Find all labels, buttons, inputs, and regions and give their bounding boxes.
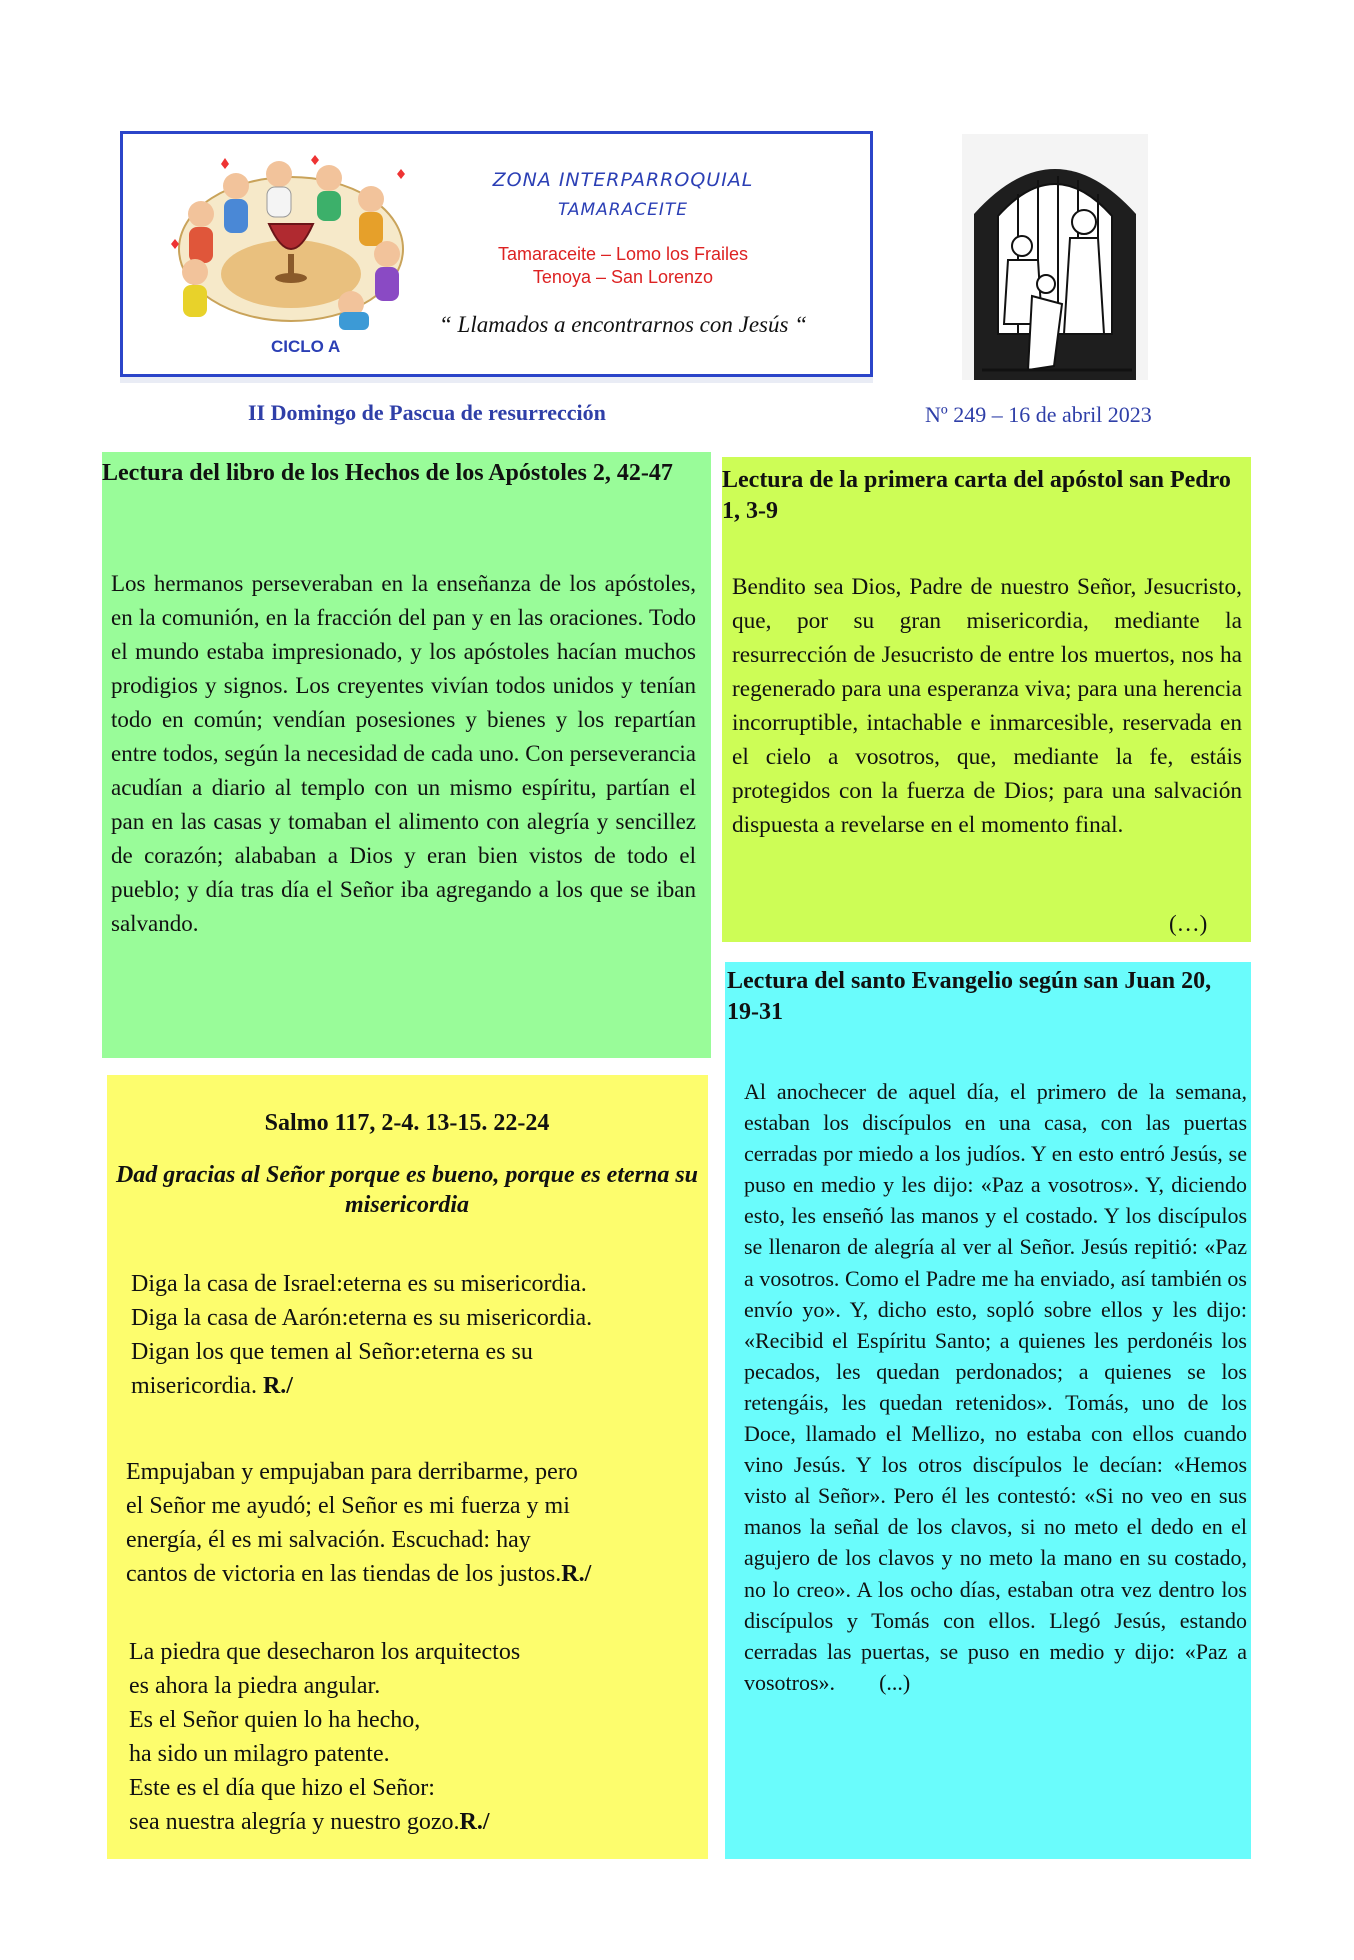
psalm-line: Este es el día que hizo el Señor: [129, 1775, 435, 1801]
reading-juan-gap [835, 1670, 879, 1695]
sunday-title: II Domingo de Pascua de resurrección [248, 400, 606, 425]
parishes-line-1: Tamaraceite – Lomo los Frailes [497, 244, 749, 264]
psalm-line: Diga la casa de Aarón:eterna es su misericordia. [131, 1305, 593, 1331]
psalm-line: ha sido un milagro patente. [129, 1741, 390, 1767]
parishes-line-2: Tenoya – San Lorenzo [532, 267, 714, 287]
response-mark: R./ [459, 1809, 490, 1835]
zona-title: ZONA INTERPARROQUIAL [492, 169, 754, 191]
reading-juan-body: Al anochecer de aquel día, el primero de la semana, estaban los discípulos en una casa, con las puertas cerradas por miedo a los judíos. Y en esto entró Jesús, se puso en medio y les dijo: «Paz a vosotros». Y, diciendo esto, les enseñó las manos y el costado. Y los discípulos se llenaron de alegría al ver al Señor. Jesús repitió: «Paz a vosotros. Como el Padre me ha enviado, así también os envío yo». Y, dicho esto, sopló sobre ellos y les dijo: «Recibid el Espíritu Santo; a quienes les perdonéis los pecados, les quedan perdonados; a quienes se los retengáis, les quedan retenidos». Tomás, uno de los Doce, llamado el Mellizo, no estaba con ellos cuando vino Jesús. Y los otros discípulos le decían: «Hemos visto al Señor». Pero él les contestó: «Si no veo en sus manos la señal de los clavos, si no meto el dedo en el agujero de los clavos y no meto la mano en su costado, no lo creo». A los ocho días, estaban otra vez dentro los discípulos y Tomás con ellos. Llegó Jesús, estando cerradas las puertas, se puso en medio y dijo: «Paz a vosotros». [744, 1079, 1247, 1695]
psalm-line: energía, él es mi salvación. Escuchad: hay [126, 1527, 531, 1553]
ciclo-label: CICLO A [271, 337, 341, 356]
issue-number-date: Nº 249 – 16 de abril 2023 [925, 402, 1152, 427]
psalm-line-text: sea nuestra alegría y nuestro gozo. [129, 1809, 460, 1835]
response-mark: R./ [561, 1561, 592, 1587]
reading-juan-title: Lectura del santo Evangelio según san Juan 20, 19-31 [727, 968, 1212, 1025]
psalm-stanza-2 [126, 1455, 591, 1591]
psalm-line: Es el Señor quien lo ha hecho, [129, 1707, 421, 1733]
psalm-line: el Señor me ayudó; el Señor es mi fuerza y mi [126, 1493, 570, 1519]
reading-hechos [102, 452, 711, 1058]
reading-juan-ellipsis: (...) [879, 1669, 911, 1695]
reading-pedro-text: Bendito sea Dios, Padre de nuestro Señor, Jesucristo, que, por su gran misericordia, mediante la resurrección de Jesucristo de entre los muertos, nos ha regenerado para una esperanza viva; para una herencia incorruptible, intachable e inmarcesible, reservada en el cielo a vosotros, que, mediante la fe, estáis protegidos con la fuerza de Dios; para una salvación dispuesta a revelarse en el momento final. [732, 574, 1242, 838]
risen-christ-illustration [962, 134, 1148, 380]
reading-hechos-text: Los hermanos perseveraban en la enseñanza de los apóstoles, en la comunión, en la fracción del pan y en las oraciones. Todo el mundo estaba impresionado, y los apóstoles hacían muchos prodigios y signos. Los creyentes vivían todos unidos y tenían todo en común; vendían posesiones y bienes y los repartían entre todos, según la necesidad de cada uno. Con perseverancia acudían a diario al templo con un mismo espíritu, partían el pan en las casas y tomaban el alimento con alegría y sencillez de corazón; alababan a Dios y eran bien vistos de todo el pueblo; y día tras día el Señor iba agregando a los que se iban salvando. [111, 571, 696, 936]
psalm-line-text: cantos de victoria en las tiendas de los justos. [126, 1561, 562, 1587]
psalm [107, 1075, 708, 1859]
header-banner [120, 131, 873, 377]
reading-pedro-title: Lectura de la primera carta del apóstol san Pedro 1, 3-9 [722, 467, 1231, 524]
community-illustration [161, 154, 421, 334]
psalm-line [131, 1369, 592, 1403]
reading-pedro [722, 457, 1251, 942]
psalm-line [126, 1557, 591, 1591]
psalm-line: es ahora la piedra angular. [129, 1673, 381, 1699]
psalm-line: Diga la casa de Israel:eterna es su misericordia. [131, 1271, 587, 1297]
psalm-response: Dad gracias al Señor porque es bueno, porque es eterna su misericordia [115, 1162, 699, 1218]
response-mark: R./ [262, 1373, 293, 1399]
psalm-line: La piedra que desecharon los arquitectos [129, 1639, 521, 1665]
psalm-stanza-3 [129, 1635, 520, 1839]
psalm-line-text: misericordia. [131, 1373, 257, 1399]
zona-subtitle: TAMARACEITE [558, 200, 688, 220]
reading-hechos-title: Lectura del libro de los Hechos de los Apóstoles 2, 42-47 [102, 460, 673, 486]
reading-pedro-ellipsis: (…) [1169, 911, 1208, 936]
reading-juan-text [744, 1076, 1247, 1698]
psalm-stanza-1 [131, 1267, 592, 1403]
reading-juan [725, 962, 1251, 1859]
motto: “ Llamados a encontrarnos con Jesús “ [438, 312, 807, 337]
psalm-line: Digan los que temen al Señor:eterna es su [131, 1339, 533, 1365]
psalm-line [129, 1805, 520, 1839]
header-shadow [120, 377, 873, 383]
psalm-title: Salmo 117, 2-4. 13-15. 22-24 [264, 1110, 550, 1136]
psalm-line: Empujaban y empujaban para derribarme, pero [126, 1459, 578, 1485]
